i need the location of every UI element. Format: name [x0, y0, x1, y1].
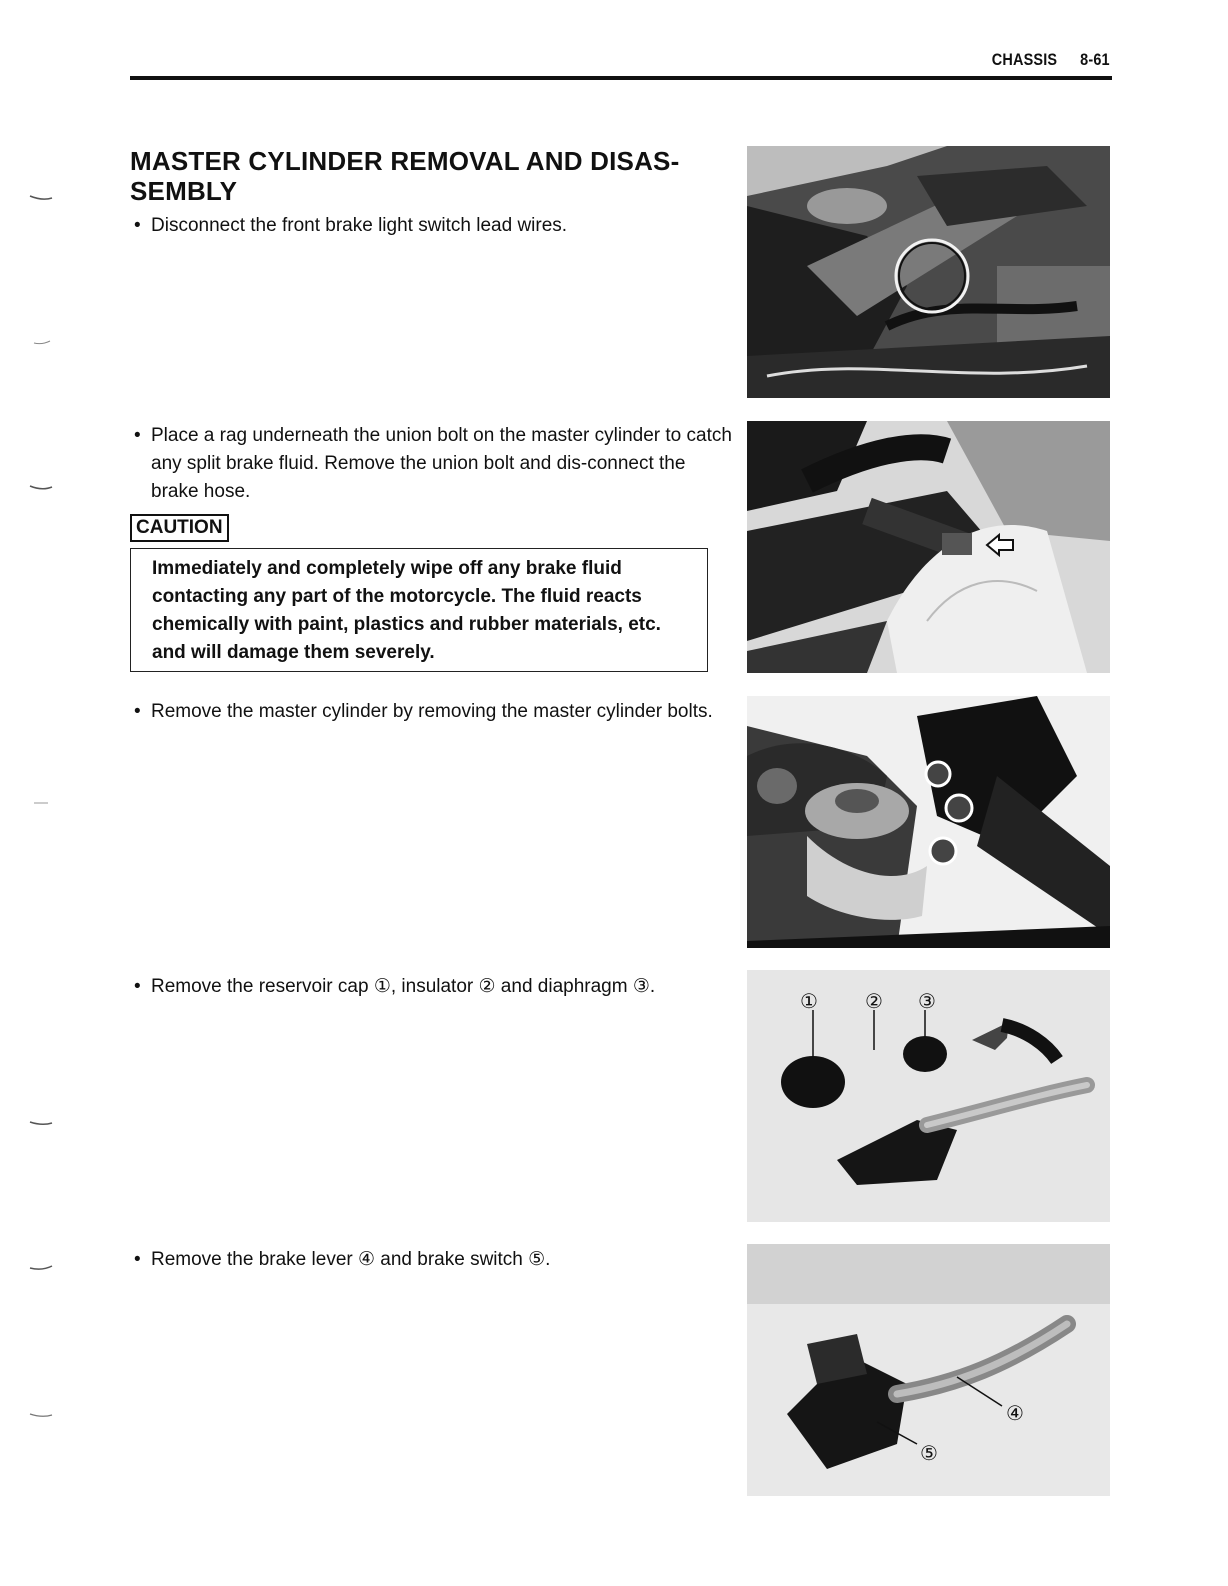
step-4: • Remove the reservoir cap ①, insulator ② and diaphragm ③.	[134, 973, 737, 1001]
margin-mark	[28, 1412, 54, 1418]
page-number: 8-61	[1080, 50, 1110, 69]
step-5: • Remove the brake lever ④ and brake switch ⑤.	[134, 1246, 737, 1274]
step-2: • Place a rag underneath the union bolt on the master cylinder to catch any split brake fluid. Remove the union bolt and dis-connect the brake hose.	[134, 422, 737, 506]
callout-3: ③	[918, 989, 936, 1013]
section-name: CHASSIS	[992, 50, 1058, 69]
section-title: MASTER CYLINDER REMOVAL AND DISAS-SEMBLY	[130, 146, 680, 206]
callout-1: ①	[800, 989, 818, 1013]
step-3: • Remove the master cylinder by removing the master cylinder bolts.	[134, 698, 737, 726]
margin-mark	[28, 800, 54, 806]
margin-mark	[28, 340, 54, 346]
step-1: • Disconnect the front brake light switch lead wires.	[134, 212, 737, 240]
callout-2: ②	[865, 989, 883, 1013]
photo-union-bolt	[747, 421, 1110, 673]
caution-text: Immediately and completely wipe off any brake fluid contacting any part of the motorcycle. The fluid reacts chemically with paint, plastics and rubber materials, etc. and will damage them severely.	[152, 558, 661, 663]
margin-mark	[28, 485, 54, 491]
margin-mark	[28, 1120, 54, 1126]
photo-reservoir-parts	[747, 970, 1110, 1222]
page-header	[973, 50, 1110, 70]
caution-box	[130, 548, 708, 672]
photo-master-cylinder-bolts	[747, 696, 1110, 948]
header-rule	[130, 76, 1112, 80]
margin-mark	[28, 1265, 54, 1271]
photo-brake-switch-wires	[747, 146, 1110, 398]
caution-label: CAUTION	[130, 514, 229, 542]
callout-4: ④	[1006, 1401, 1024, 1425]
callout-5: ⑤	[920, 1441, 938, 1465]
margin-mark	[28, 195, 54, 201]
photo-brake-lever	[747, 1244, 1110, 1496]
